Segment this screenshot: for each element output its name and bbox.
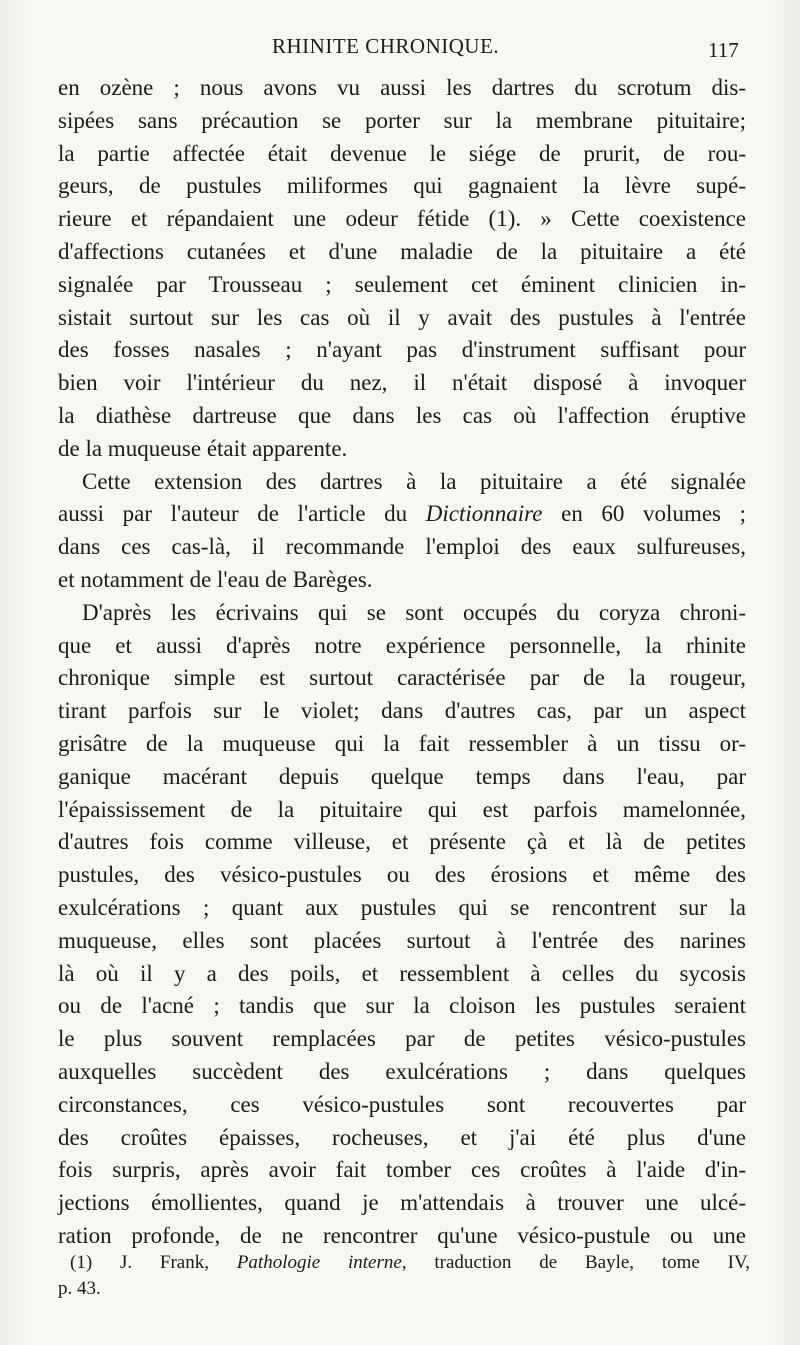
footnote-detail: traduction de Bayle, tome IV, <box>434 1252 750 1273</box>
text-line: Cette extension des dartres à la pituitaire a été signalée <box>82 468 746 494</box>
text-line: la diathèse dartreuse que dans les cas où l'affection éruptive <box>58 402 746 428</box>
footnote-book-title: Pathologie interne, <box>236 1252 407 1273</box>
text-line: bien voir l'intérieur du nez, il n'était disposé à invoquer <box>58 370 746 396</box>
page-number: 117 <box>708 38 739 62</box>
footnote-ref: (1) J. Frank, <box>70 1252 209 1273</box>
text-line: jections émollientes, quand je m'attendais à trouver une ulcé- <box>58 1190 746 1216</box>
text-line: la partie affectée était devenue le siége de prurit, de rou- <box>58 140 746 166</box>
text-line: ganique macérant depuis quelque temps dans l'eau, par <box>58 763 746 789</box>
text-line: l'épaississement de la pituitaire qui est parfois mamelonnée, <box>58 796 746 822</box>
text-line: dans ces cas-là, il recommande l'emploi des eaux sulfureuses, <box>58 534 746 560</box>
text-line: auxquelles succèdent des exulcérations ; dans quelques <box>58 1058 746 1084</box>
text-line: sipées sans précaution se porter sur la membrane pituitaire; <box>58 107 746 133</box>
text-line: geurs, de pustules miliformes qui gagnaient la lèvre supé- <box>58 173 746 199</box>
text-line: muqueuse, elles sont placées surtout à l'entrée des narines <box>58 927 746 953</box>
running-head <box>0 30 800 60</box>
text-line: là où il y a des poils, et ressemblent à celles du sycosis <box>58 960 746 986</box>
dictionnaire-title: Dictionnaire <box>425 501 543 527</box>
text-line: fois surpris, après avoir fait tomber ces croûtes à l'aide d'in- <box>58 1157 746 1183</box>
text-line: et notamment de l'eau de Barèges. <box>58 566 373 592</box>
running-title: RHINITE CHRONIQUE. <box>272 34 500 58</box>
text-line: ration profonde, de ne rencontrer qu'une vésico-pustule ou une <box>58 1222 746 1248</box>
text-line: le plus souvent remplacées par de petites vésico-pustules <box>58 1026 746 1052</box>
text-line: exulcérations ; quant aux pustules qui se rencontrent sur la <box>58 894 746 920</box>
text-line: signalée par Trousseau ; seulement cet éminent clinicien in- <box>58 271 746 297</box>
text-line <box>58 498 746 531</box>
footnote-line: p. 43. <box>58 1278 101 1299</box>
text-line: chronique simple est surtout caractérisée par de la rougeur, <box>58 665 746 691</box>
footnote <box>58 1250 750 1302</box>
text-line: circonstances, ces vésico-pustules sont recouvertes par <box>58 1091 746 1117</box>
text-line: en ozène ; nous avons vu aussi les dartres du scrotum dis- <box>58 75 746 100</box>
body-text <box>58 72 746 1253</box>
text-line: D'après les écrivains qui se sont occupés du coryza chroni- <box>82 599 746 625</box>
text-line: d'affections cutanées et d'une maladie de la pituitaire a été <box>58 238 746 264</box>
text-line: d'autres fois comme villeuse, et présente çà et là de petites <box>58 829 746 855</box>
text-line: de la muqueuse était apparente. <box>58 435 348 461</box>
text-line: des fosses nasales ; n'ayant pas d'instrument suffisant pour <box>58 337 746 363</box>
text-line: ou de l'acné ; tandis que sur la cloison les pustules seraient <box>58 993 746 1019</box>
text-line: sistait surtout sur les cas où il y avait des pustules à l'entrée <box>58 304 746 330</box>
text-line: pustules, des vésico-pustules ou des érosions et même des <box>58 862 746 888</box>
text-line: rieure et répandaient une odeur fétide (1). » Cette coexistence <box>58 206 746 232</box>
text-segment: en 60 volumes ; <box>561 501 747 527</box>
text-line: que et aussi d'après notre expérience personnelle, la rhinite <box>58 632 746 658</box>
text-line: tirant parfois sur le violet; dans d'autres cas, par un aspect <box>58 698 746 724</box>
text-line: des croûtes épaisses, rocheuses, et j'ai été plus d'une <box>58 1124 746 1150</box>
text-segment: aussi par l'auteur de l'article du <box>58 501 408 527</box>
footnote-line <box>58 1250 750 1276</box>
text-line: grisâtre de la muqueuse qui la fait ressembler à un tissu or- <box>58 730 746 756</box>
